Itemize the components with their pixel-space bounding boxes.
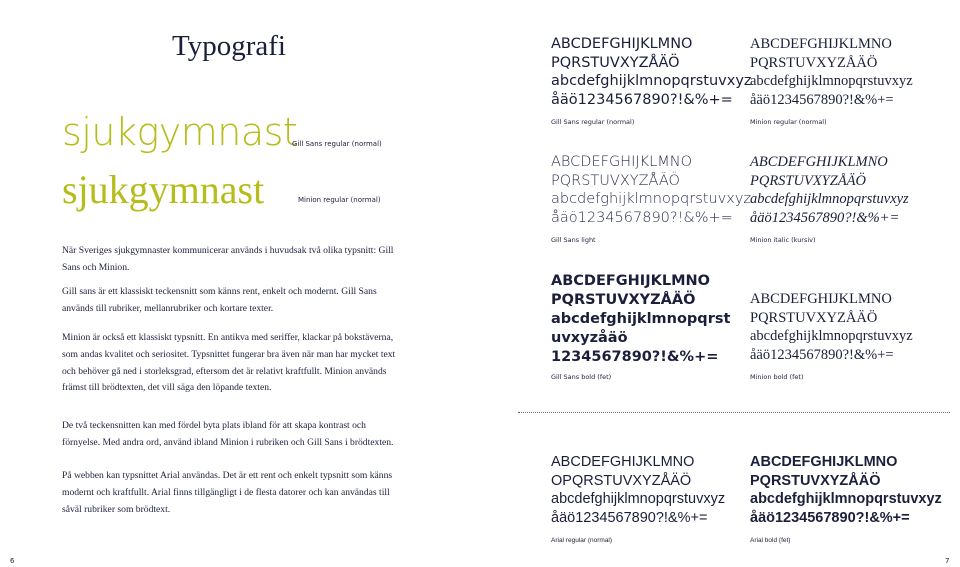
specimen-line: PQRSTUVXYZÅÄÖ bbox=[551, 172, 680, 189]
intro-text: När Sveriges sjukgymnaster kommunicerar används i huvudsak två olika typsnitt: Gill Sans och Minion. bbox=[62, 245, 394, 273]
specimen-line: åäö1234567890?!&%+= bbox=[750, 209, 900, 226]
specimen-line: abcdefghijklmnopqrstuvxyz bbox=[551, 491, 726, 507]
page-number-right: 7 bbox=[945, 557, 950, 565]
secondary-text-block bbox=[62, 418, 402, 519]
specimen-line: PQRSTUVXYZÅÄÖ bbox=[750, 172, 866, 189]
specimen-caption-gill-sans-bold: Gill Sans bold (fet) bbox=[551, 373, 612, 381]
sample-word-minion: sjukgymnast bbox=[62, 167, 265, 212]
dotted-divider bbox=[518, 412, 950, 413]
swap-fonts-text: De två teckensnitten kan med fördel byta plats ibland för att skapa kontrast och förnyelse. Med andra ord, använd ibland Minion i rubriken och Gill Sans i brödtexten. bbox=[62, 420, 394, 448]
specimen-caption-minion-regular: Minion regular (normal) bbox=[750, 118, 827, 126]
specimen-line: åäö1234567890?!&%+= bbox=[551, 91, 733, 108]
specimen-line: ABCDEFGHIJKLMNO bbox=[750, 154, 888, 170]
specimen-line: åäö1234567890?!&%+= bbox=[750, 509, 910, 526]
specimen-line: abcdefghijklmnopqrstuvxyz bbox=[551, 191, 752, 207]
specimen-line: uvxyzåäö bbox=[551, 330, 628, 346]
specimen-line: abcdefghijklmnopqrstuvxyz bbox=[750, 328, 913, 344]
specimen-line: ABCDEFGHIJKLMNO bbox=[551, 454, 695, 470]
specimen-gill-sans-bold bbox=[551, 272, 730, 367]
specimen-caption-minion-italic: Minion italic (kursiv) bbox=[750, 236, 816, 244]
specimen-minion-bold bbox=[750, 290, 913, 364]
specimen-caption-gill-sans-regular: Gill Sans regular (normal) bbox=[551, 118, 635, 126]
specimen-minion-regular bbox=[750, 35, 913, 109]
specimen-line: ABCDEFGHIJKLMNO bbox=[551, 273, 710, 289]
specimen-caption-minion-bold: Minion bold (fet) bbox=[750, 373, 804, 381]
specimen-line: ABCDEFGHIJKLMNO bbox=[750, 36, 892, 52]
specimen-minion-italic bbox=[750, 153, 909, 227]
page-title: Typografi bbox=[172, 30, 286, 62]
sample-caption-minion: Minion regular (normal) bbox=[298, 196, 381, 204]
specimen-line: 1234567890?!&%+= bbox=[551, 349, 719, 365]
specimen-line: åäö1234567890?!&%+= bbox=[551, 209, 733, 226]
specimen-line: PQRSTUVXYZÅÄÖ bbox=[750, 54, 878, 71]
specimen-line: PQRSTUVXYZÅÄÖ bbox=[750, 472, 881, 489]
specimen-line: PQRSTUVXYZÅÄÖ bbox=[551, 54, 680, 71]
intro-paragraph bbox=[62, 243, 402, 277]
minion-paragraph bbox=[62, 330, 402, 397]
specimen-line: abcdefghijklmnopqrstuvxyz bbox=[750, 73, 913, 89]
minion-text: Minion är också ett klassiskt typsnitt. En antikva med seriffer, klackar på bokstäverna, som andas kvalitet och seriositet. Typsnittet fungerar bra även när man har mycket text och behöver gå ned i storleksgrad, eftersom det är relativt kraftfullt. Minion används främst till brödtexten, det vill säga den löpande texten. bbox=[62, 332, 396, 394]
specimen-caption-arial-bold: Arial bold (fet) bbox=[750, 537, 791, 544]
specimen-line: ABCDEFGHIJKLMNO bbox=[750, 291, 892, 307]
specimen-caption-arial-regular: Arial regular (normal) bbox=[551, 537, 613, 544]
specimen-line: åäö1234567890?!&%+= bbox=[750, 91, 894, 108]
specimen-line: abcdefghijklmnopqrstuvxyz bbox=[750, 191, 909, 207]
specimen-line: ABCDEFGHIJKLMNO bbox=[551, 154, 692, 170]
arial-web-text: På webben kan typsnittet Arial användas. Det är ett rent och enkelt typsnitt som känns modernt och kraftfullt. Arial finns tillgängligt i de flesta datorer och kan användas till såväl rubriker som brödtext. bbox=[62, 470, 393, 515]
specimen-line: åäö1234567890?!&%+= bbox=[551, 509, 708, 526]
specimen-line: abcdefghijklmnopqrstuvxyz bbox=[750, 491, 942, 507]
specimen-arial-bold bbox=[750, 453, 942, 527]
specimen-line: abcdefghijklmnopqrst bbox=[551, 311, 731, 327]
page-number-left: 6 bbox=[10, 557, 15, 565]
specimen-line: åäö1234567890?!&%+= bbox=[750, 346, 894, 363]
specimen-line: ABCDEFGHIJKLMNO bbox=[551, 36, 693, 52]
specimen-line: OPQRSTUVXYZÅÄÖ bbox=[551, 472, 692, 489]
sample-caption-gill-sans: Gill Sans regular (normal) bbox=[292, 140, 382, 148]
specimen-line: PQRSTUVXYZÅÄÖ bbox=[750, 309, 878, 326]
gill-sans-text: Gill sans är ett klassiskt teckensnitt som känns rent, enkelt och modernt. Gill Sans används till rubriker, mellanrubriker och kortare texter. bbox=[62, 286, 377, 314]
sample-word-gill-sans: sjukgymnast bbox=[62, 110, 298, 154]
specimen-arial-regular bbox=[551, 453, 725, 527]
specimen-gill-sans-light bbox=[551, 153, 751, 227]
specimen-line: PQRSTUVXYZÅÄÖ bbox=[551, 292, 696, 308]
gill-sans-paragraph bbox=[62, 284, 402, 318]
specimen-gill-sans-regular bbox=[551, 35, 752, 109]
specimen-line: abcdefghijklmnopqrstuvxyz bbox=[551, 73, 752, 89]
specimen-line: ABCDEFGHIJKLMNO bbox=[750, 454, 898, 470]
specimen-caption-gill-sans-light: Gill Sans light bbox=[551, 236, 596, 244]
